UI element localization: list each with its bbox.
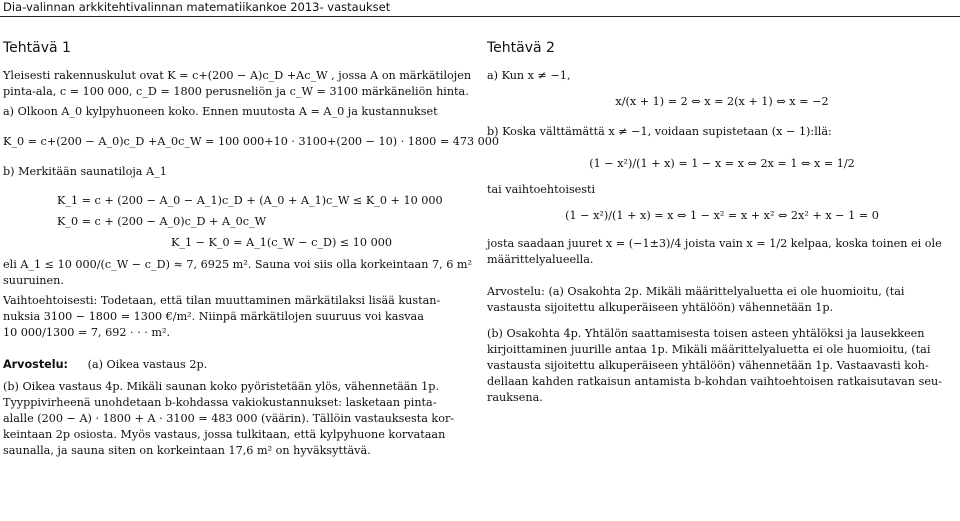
grading-a-line — [3, 357, 473, 373]
task-2-grading-b-2: kirjoittaminen juurille antaa 1p. Mikäli määrittelyaluetta ei ole huomioitu, (tai — [487, 343, 931, 356]
task-2-grading-b-3: vastausta sijoitettu alkuperäiseen yhtälöön) vähennetään 1p. Vastaavasti koh- — [487, 359, 929, 372]
task-2-heading: Tehtävä 2 — [487, 40, 555, 56]
task-2-part-a-equation: x/(x + 1) = 2 ⇔ x = 2(x + 1) ⇔ x = −2 — [615, 95, 829, 108]
part-b-equations — [3, 190, 473, 253]
task-1-column — [3, 40, 500, 459]
part-a-equation: K_0 = c+(200 − A_0)c_D +A_0c_W = 100 000+10 · 3100+(200 − 10) · 1800 = 473 000 — [3, 135, 500, 148]
task-2-column — [487, 40, 957, 406]
task-2-part-b-equation-2: (1 − x²)/(1 + x) = x ⇔ 1 − x² = x + x² ⇔ 2x² + x − 1 = 0 — [565, 209, 879, 222]
part-b-equation-3: K_1 − K_0 = A_1(c_W − c_D) ≤ 10 000 — [171, 236, 392, 249]
page-header-title: Dia-valinnan arkkitehtivalinnan matematiikankoe 2013- vastaukset — [3, 0, 391, 14]
task-2-conclusion-2: määrittelyalueella. — [487, 253, 594, 266]
part-a-text: a) Olkoon A_0 kylpyhuoneen koko. Ennen muutosta A = A_0 ja kustannukset — [3, 105, 438, 118]
part-b-conclusion-2: suuruinen. — [3, 274, 64, 287]
header-rule — [0, 16, 960, 17]
task-2-grading-a-1: Arvostelu: (a) Osakohta 2p. Mikäli määrittelyaluetta ei ole huomioitu, (tai — [487, 285, 905, 298]
grading-label: Arvostelu: — [3, 358, 69, 371]
task-2-part-b-text: b) Koska välttämättä x ≠ −1, voidaan supistetaan (x − 1):llä: — [487, 125, 832, 138]
part-b-conclusion-1: eli A_1 ≤ 10 000/(c_W − c_D) ≈ 7, 6925 m². Sauna voi siis olla korkeintaan 7, 6 m² — [3, 258, 472, 271]
part-b-equation-1: K_1 = c + (200 − A_0 − A_1)c_D + (A_0 + A_1)c_W ≤ K_0 + 10 000 — [57, 194, 443, 207]
task-2-alternative-label: tai vaihtoehtoisesti — [487, 183, 596, 196]
task-2-conclusion-1: josta saadaan juuret x = (−1±3)/4 joista vain x = 1/2 kelpaa, koska toinen ei ole — [487, 237, 942, 250]
alternative-line-2: nuksia 3100 − 1800 = 1300 €/m². Niinpä märkätilojen suuruus voi kasvaa — [3, 310, 424, 323]
grading-a: (a) Oikea vastaus 2p. — [87, 358, 208, 371]
intro-line-2: pinta-ala, c = 100 000, c_D = 1800 perusneliön ja c_W = 3100 märkäneliön hinta. — [3, 85, 469, 98]
task-2-grading-a-2: vastausta sijoitettu alkuperäiseen yhtälöön) vähennetään 1p. — [487, 301, 834, 314]
grading-b-line-3: alalle (200 − A) · 1800 + A · 3100 = 483 000 (väärin). Tällöin vastauksesta kor- — [3, 412, 455, 425]
task-2-part-a-text: a) Kun x ≠ −1, — [487, 69, 571, 82]
task-2-grading-b-1: (b) Osakohta 4p. Yhtälön saattamisesta toisen asteen yhtälöksi ja lausekkeen — [487, 327, 925, 340]
task-2-grading-b-4: dellaan kahden ratkaisun antamista b-kohdan vaihtoehtoisen ratkaisutavan seu- — [487, 375, 942, 388]
task-1-heading: Tehtävä 1 — [3, 40, 71, 56]
part-b-text: b) Merkitään saunatiloja A_1 — [3, 165, 167, 178]
task-2-part-b-equation-1: (1 − x²)/(1 + x) = 1 − x = x ⇔ 2x = 1 ⇔ x = 1/2 — [589, 157, 855, 170]
part-b-equation-2: K_0 = c + (200 − A_0)c_D + A_0c_W — [57, 215, 267, 228]
grading-b-line-1: (b) Oikea vastaus 4p. Mikäli saunan koko pyöristetään ylös, vähennetään 1p. — [3, 380, 440, 393]
grading-b-line-4: keintaan 2p osiosta. Myös vastaus, jossa tulkitaan, että kylpyhuone korvataan — [3, 428, 446, 441]
grading-b-line-2: Tyyppivirheenä unohdetaan b-kohdassa vakiokustannukset: lasketaan pinta- — [3, 396, 437, 409]
grading-b-line-5: saunalla, ja sauna siten on korkeintaan 17,6 m² on hyväksyttävä. — [3, 444, 371, 457]
alternative-line-1: Vaihtoehtoisesti: Todetaan, että tilan muuttaminen märkätilaksi lisää kustan- — [3, 294, 441, 307]
task-2-grading-b-5: rauksena. — [487, 391, 543, 404]
intro-line-1: Yleisesti rakennuskulut ovat K = c+(200 − A)c_D +Ac_W , jossa A on märkätilojen — [3, 69, 472, 82]
alternative-line-3: 10 000/1300 = 7, 692 · · · m². — [3, 326, 170, 339]
